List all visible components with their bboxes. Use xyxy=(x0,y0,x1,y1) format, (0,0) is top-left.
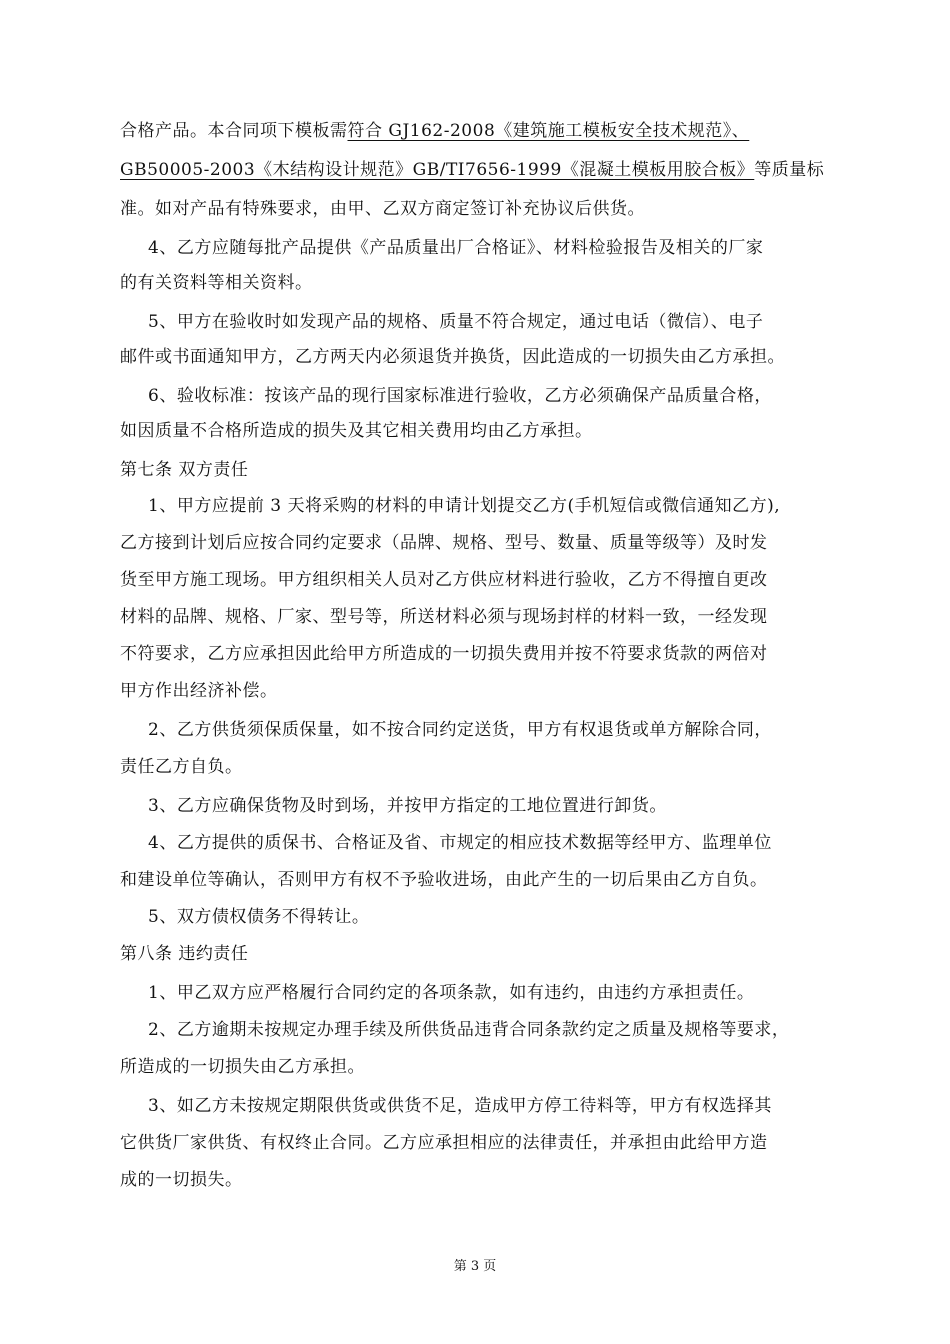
paragraph-line xyxy=(120,158,840,182)
clause-line: 3、如乙方未按规定期限供货或供货不足，造成甲方停工待料等，甲方有权选择其 xyxy=(148,1096,772,1116)
clause-line: 4、乙方应随每批产品提供《产品质量出厂合格证》、材料检验报告及相关的厂家 xyxy=(148,238,764,258)
paragraph-line: 成的一切损失。 xyxy=(120,1170,243,1190)
paragraph-line: 邮件或书面通知甲方，乙方两天内必须退货并换货，因此造成的一切损失由乙方承担。 xyxy=(120,347,785,367)
paragraph-line: 如因质量不合格所造成的损失及其它相关费用均由乙方承担。 xyxy=(120,421,593,441)
section-heading: 第七条 双方责任 xyxy=(120,460,249,480)
clause-line: 1、甲乙双方应严格履行合同约定的各项条款，如有违约，由违约方承担责任。 xyxy=(148,983,755,1003)
paragraph-line: 和建设单位等确认，否则甲方有权不予验收进场，由此产生的一切后果由乙方自负。 xyxy=(120,870,768,890)
paragraph-line: 责任乙方自负。 xyxy=(120,757,243,777)
underlined-standard-reference: 符合 GJ162-2008《建筑施工模板安全技术规范》、 xyxy=(347,121,750,141)
text-segment: 等质量标 xyxy=(754,160,825,180)
underlined-standard-reference: GB50005-2003《木结构设计规范》GB/TI7656-1999《混凝土模板用胶合板》 xyxy=(120,160,755,180)
clause-line: 2、乙方逾期未按规定办理手续及所供货品违背合同条款约定之质量及规格等要求， xyxy=(148,1020,790,1040)
clause-line: 2、乙方供货须保质保量，如不按合同约定送货，甲方有权退货或单方解除合同， xyxy=(148,720,772,740)
paragraph-line: 不符要求，乙方应承担因此给甲方所造成的一切损失费用并按不符要求货款的两倍对 xyxy=(120,644,768,664)
paragraph-line: 甲方作出经济补偿。 xyxy=(120,681,278,701)
paragraph-line: 乙方接到计划后应按合同约定要求（品牌、规格、型号、数量、质量等级等）及时发 xyxy=(120,533,768,553)
text-segment: 合格产品。本合同项下模板需 xyxy=(120,121,348,141)
paragraph-line: 所造成的一切损失由乙方承担。 xyxy=(120,1057,365,1077)
paragraph-line xyxy=(120,119,840,143)
clause-line: 6、验收标准：按该产品的现行国家标准进行验收，乙方必须确保产品质量合格， xyxy=(148,386,772,406)
page-number: 第 3 页 xyxy=(453,1259,497,1274)
clause-line: 1、甲方应提前 3 天将采购的材料的申请计划提交乙方(手机短信或微信通知乙方), xyxy=(148,496,781,516)
paragraph-line: 货至甲方施工现场。甲方组织相关人员对乙方供应材料进行验收，乙方不得擅自更改 xyxy=(120,570,768,590)
clause-line: 3、乙方应确保货物及时到场，并按甲方指定的工地位置进行卸货。 xyxy=(148,796,667,816)
clause-line: 4、乙方提供的质保书、合格证及省、市规定的相应技术数据等经甲方、监理单位 xyxy=(148,833,772,853)
paragraph-line: 准。如对产品有特殊要求，由甲、乙双方商定签订补充协议后供货。 xyxy=(120,199,645,219)
section-heading: 第八条 违约责任 xyxy=(120,944,249,964)
paragraph-line: 的有关资料等相关资料。 xyxy=(120,273,313,293)
clause-line: 5、甲方在验收时如发现产品的规格、质量不符合规定，通过电话（微信）、电子 xyxy=(148,312,764,332)
clause-line: 5、双方债权债务不得转让。 xyxy=(148,907,370,927)
paragraph-line: 它供货厂家供货、有权终止合同。乙方应承担相应的法律责任，并承担由此给甲方造 xyxy=(120,1133,768,1153)
paragraph-line: 材料的品牌、规格、厂家、型号等，所送材料必须与现场封样的材料一致，一经发现 xyxy=(120,607,768,627)
